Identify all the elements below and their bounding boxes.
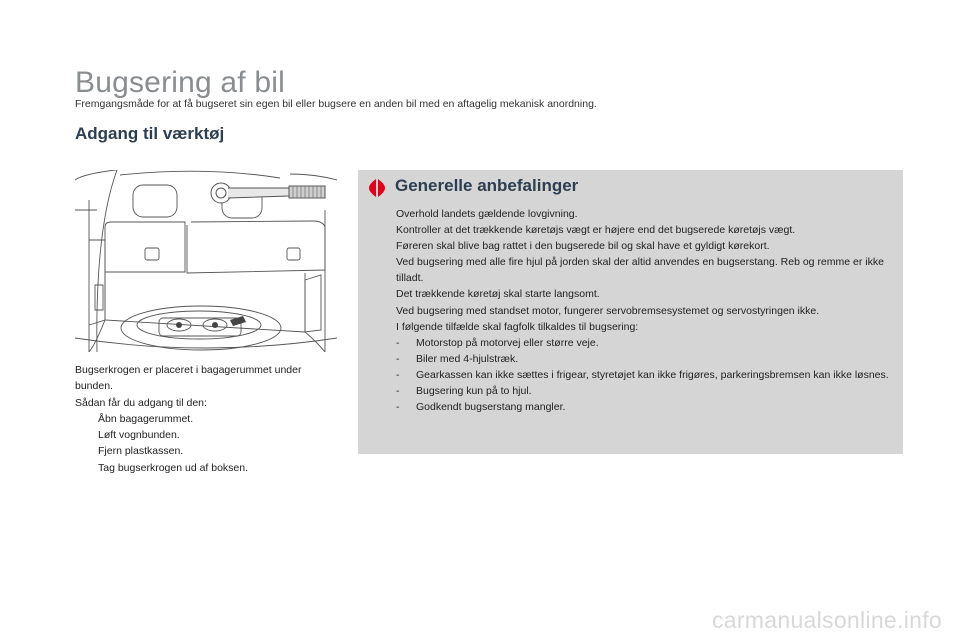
towing-case — [396, 335, 896, 351]
warning-icon — [368, 178, 386, 198]
access-instructions — [75, 362, 337, 476]
towing-case — [396, 367, 896, 383]
dash-marker: - — [396, 368, 400, 381]
recommendation-paragraph: I følgende tilfælde skal fagfolk tilkaldes til bugsering: — [396, 320, 639, 333]
access-step-text: Løft vognbunden. — [98, 429, 180, 442]
towing-case-text: Bugsering kun på to hjul. — [416, 385, 532, 398]
section-heading-access: Adgang til værktøj — [75, 124, 225, 143]
access-step-text: Fjern plastkassen. — [98, 445, 184, 458]
dash-marker: - — [396, 336, 400, 349]
towing-case-text: Godkendt bugserstang mangler. — [416, 401, 566, 414]
access-step-text: Tag bugserkrogen ud af boksen. — [98, 461, 249, 474]
towing-case-text: Motorstop på motorvej eller større veje. — [416, 336, 599, 349]
access-step — [75, 427, 337, 443]
watermark: carmanualsonline.info — [711, 607, 942, 633]
dash-marker: - — [396, 401, 400, 414]
general-recommendations-heading: Generelle anbefalinger — [395, 176, 579, 195]
access-step-text: Åbn bagagerummet. — [98, 412, 194, 425]
car-trunk-illustration — [75, 170, 337, 352]
towing-case-text: Gearkassen kan ikke sættes i frigear, styretøjet kan ikke frigøres, parkeringsbremsen kan ikke løsnes. — [416, 368, 889, 381]
access-intro-line: Bugserkrogen er placeret i bagagerummet under bunden. — [75, 364, 302, 393]
professional-towing-cases-list — [396, 335, 896, 415]
dash-marker: - — [396, 352, 400, 365]
access-step — [75, 460, 337, 476]
trunk-tow-eye-drawing — [75, 170, 337, 352]
recommendation-paragraph: Overhold landets gældende lovgivning. — [396, 208, 578, 220]
towing-case — [396, 351, 896, 367]
access-step — [75, 443, 337, 459]
page-title: Bugsering af bil — [75, 66, 285, 99]
towing-case — [396, 399, 896, 415]
general-recommendations-body — [396, 206, 896, 415]
access-step — [75, 411, 337, 427]
recommendation-paragraph: Ved bugsering med alle fire hjul på jorden skal der altid anvendes en bugserstang. Reb og remme er ikke tilladt. — [396, 256, 884, 285]
dash-marker: - — [396, 385, 400, 398]
access-steps-list — [75, 411, 337, 476]
access-intro-line: Sådan får du adgang til den: — [75, 396, 207, 409]
recommendation-paragraph: Kontroller at det trækkende køretøjs vægt er højere end det bugserede køretøjs vægt. — [396, 224, 796, 237]
page-subtitle: Fremgangsmåde for at få bugseret sin egen bil eller bugsere en anden bil med en aftagelig mekanisk anordning. — [75, 98, 597, 110]
towing-case-text: Biler med 4-hjulstræk. — [416, 352, 519, 365]
recommendation-paragraph: Det trækkende køretøj skal starte langsomt. — [396, 288, 600, 301]
recommendation-paragraph: Ved bugsering med standset motor, fungerer servobremsesystemet og servostyringen ikke. — [396, 304, 820, 317]
towing-case — [396, 383, 896, 399]
recommendation-paragraph: Føreren skal blive bag rattet i den bugserede bil og skal have et gyldigt kørekort. — [396, 240, 770, 253]
general-recommendations-box — [358, 170, 903, 454]
